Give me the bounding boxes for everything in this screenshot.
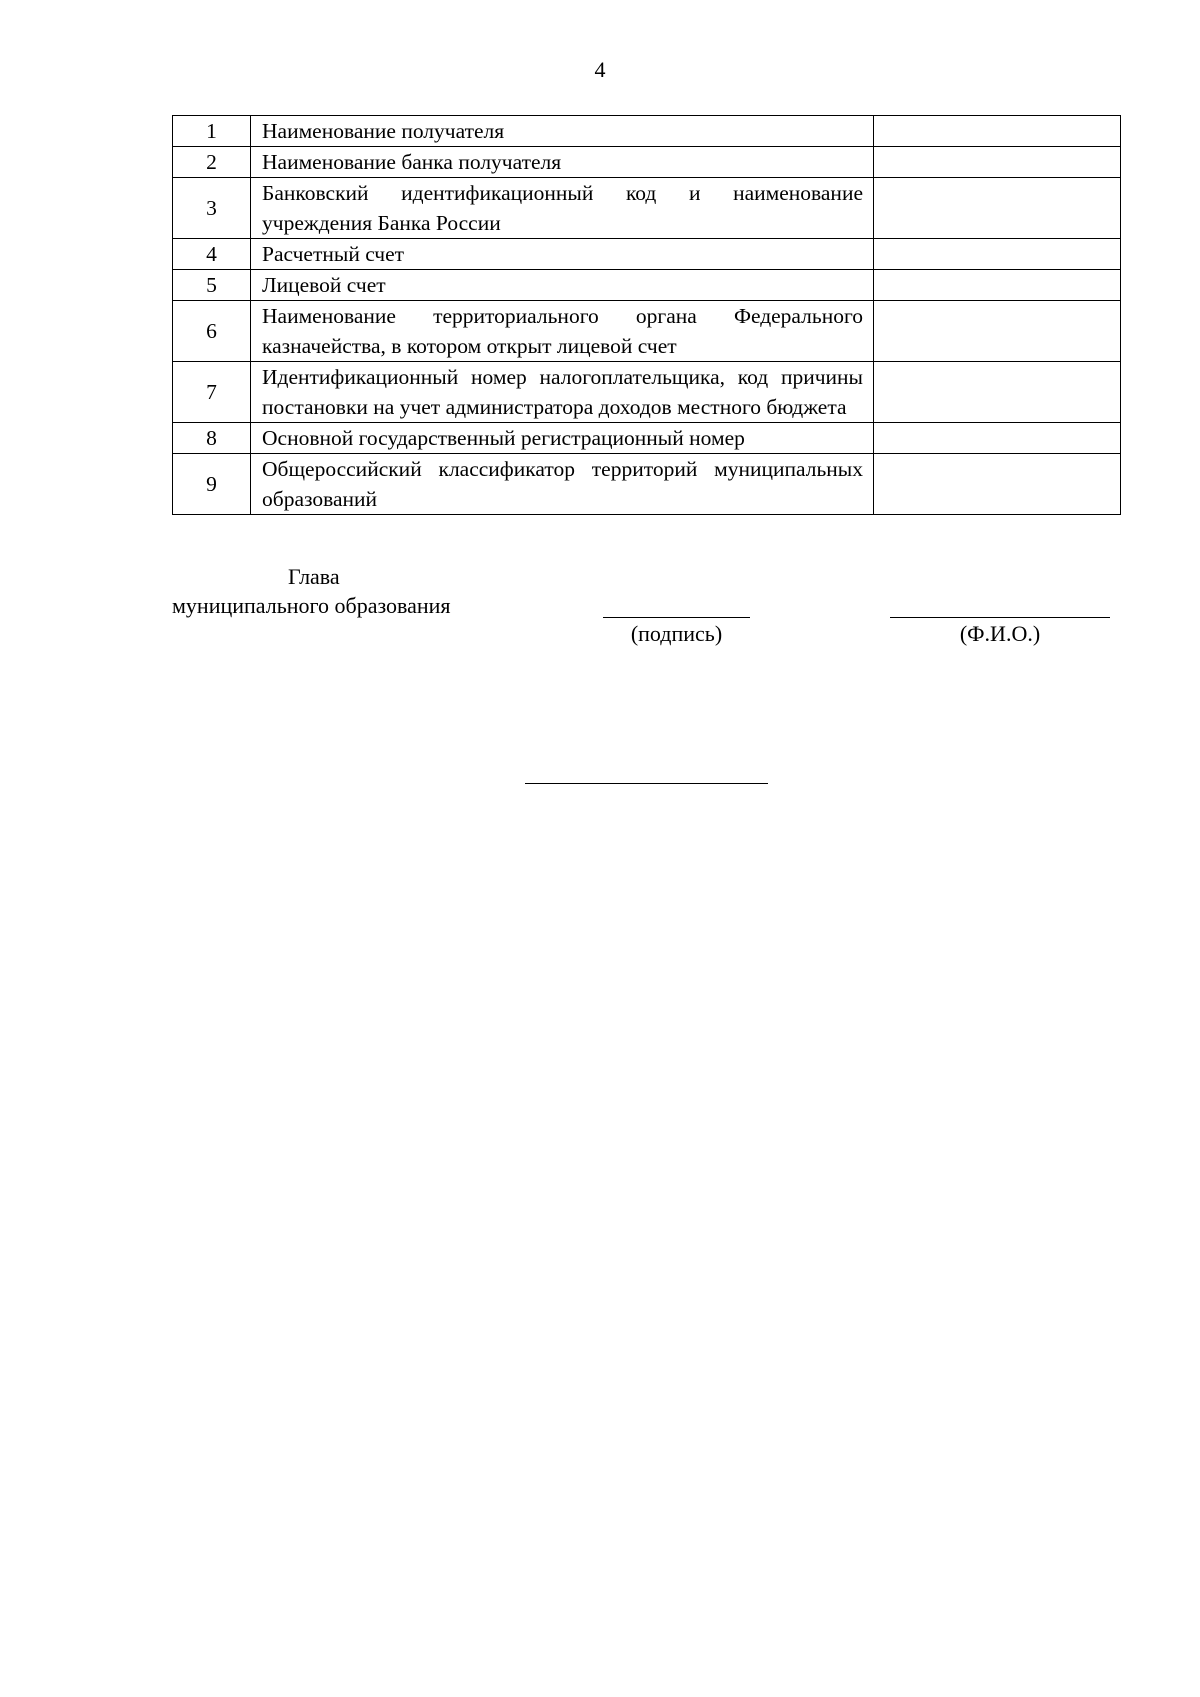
- row-field-name: Расчетный счет: [251, 239, 874, 270]
- signatory-organization: муниципального образования: [172, 593, 451, 618]
- row-field-name: Банковский идентификационный код и наименование учреждения Банка России: [251, 178, 874, 239]
- row-number: 2: [173, 147, 251, 178]
- table-row: [173, 178, 1121, 239]
- row-field-value[interactable]: [874, 454, 1121, 515]
- row-number: 4: [173, 239, 251, 270]
- row-field-name: Общероссийский классификатор территорий муниципальных образований: [251, 454, 874, 515]
- row-field-name: Идентификационный номер налогоплательщика, код причины постановки на учет администратора доходов местного бюджета: [251, 362, 874, 423]
- full-name-caption: (Ф.И.О.): [959, 621, 1041, 646]
- row-field-value[interactable]: [874, 423, 1121, 454]
- row-field-value[interactable]: [874, 270, 1121, 301]
- table-row: [173, 270, 1121, 301]
- table-row: [173, 423, 1121, 454]
- row-field-name: Лицевой счет: [251, 270, 874, 301]
- row-field-name: Наименование территориального органа Федерального казначейства, в котором открыт лицевой счет: [251, 301, 874, 362]
- row-field-value[interactable]: [874, 116, 1121, 147]
- signature-block: [0, 560, 1200, 660]
- row-field-name: Наименование получателя: [251, 116, 874, 147]
- full-name-line[interactable]: [890, 617, 1110, 618]
- signatory-title: Глава: [288, 564, 340, 589]
- signature-caption: (подпись): [630, 621, 723, 646]
- table-row: [173, 454, 1121, 515]
- table-row: [173, 116, 1121, 147]
- row-field-value[interactable]: [874, 301, 1121, 362]
- row-number: 9: [173, 454, 251, 515]
- table-row: [173, 301, 1121, 362]
- row-field-value[interactable]: [874, 178, 1121, 239]
- row-field-value[interactable]: [874, 362, 1121, 423]
- row-field-name: Наименование банка получателя: [251, 147, 874, 178]
- row-number: 3: [173, 178, 251, 239]
- row-number: 6: [173, 301, 251, 362]
- signature-line[interactable]: [603, 617, 750, 618]
- table-row: [173, 362, 1121, 423]
- document-end-rule: [525, 783, 768, 784]
- table-row: [173, 239, 1121, 270]
- recipient-details-table: [172, 115, 1121, 515]
- row-number: 5: [173, 270, 251, 301]
- row-field-name: Основной государственный регистрационный номер: [251, 423, 874, 454]
- table-row: [173, 147, 1121, 178]
- row-number: 7: [173, 362, 251, 423]
- row-field-value[interactable]: [874, 147, 1121, 178]
- row-number: 8: [173, 423, 251, 454]
- page-number: 4: [594, 57, 606, 82]
- row-field-value[interactable]: [874, 239, 1121, 270]
- row-number: 1: [173, 116, 251, 147]
